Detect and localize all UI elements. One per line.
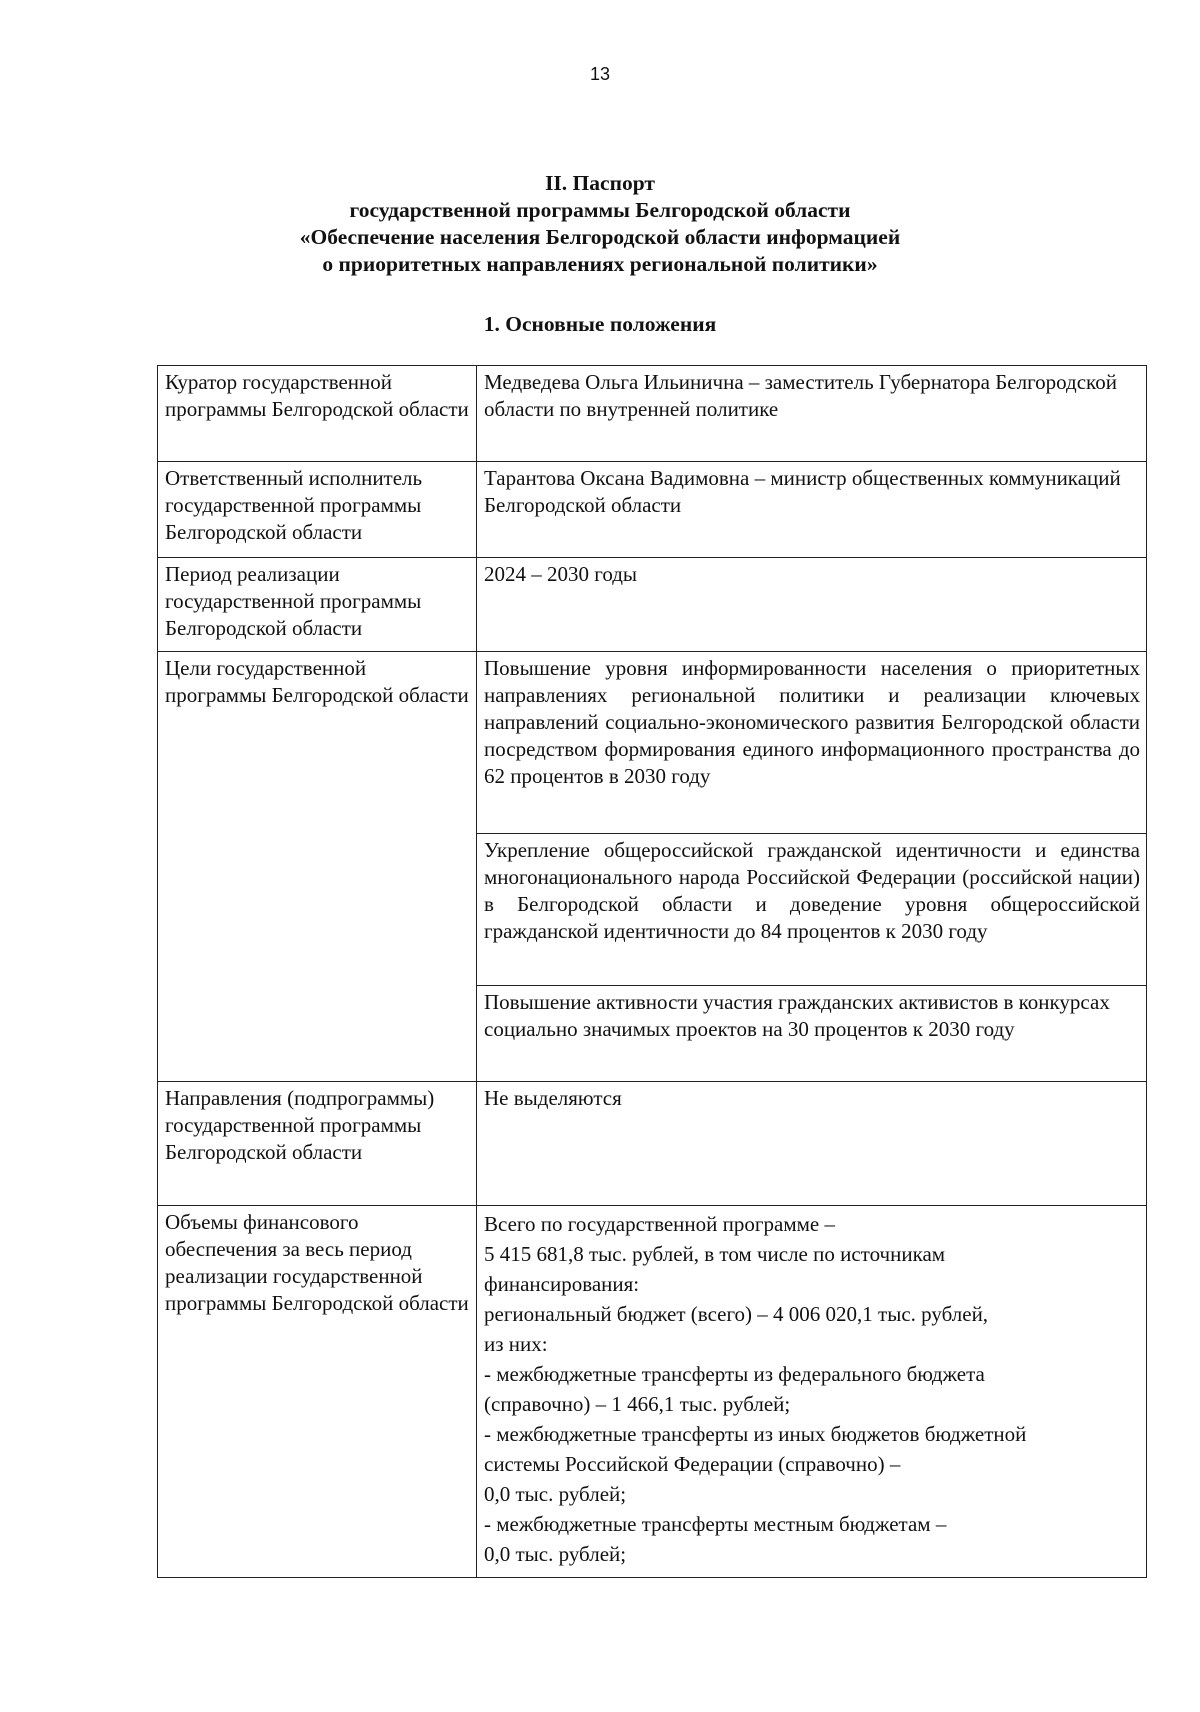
- table-row: [158, 558, 1147, 652]
- goal-cell: Повышение активности участия гражданских активистов в конкурсах социально значимых проектов на 30 процентов к 2030 году: [477, 986, 1147, 1082]
- finance-line: региональный бюджет (всего) – 4 006 020,1 тыс. рублей,: [484, 1302, 989, 1326]
- finance-line: 0,0 тыс. рублей;: [484, 1542, 627, 1566]
- table-row: [158, 1082, 1147, 1206]
- page-number: 13: [589, 64, 611, 84]
- finance-line: из них:: [484, 1332, 548, 1356]
- table-row: [158, 366, 1147, 462]
- row-label: Объемы финансового обеспечения за весь период реализации государственной программы Белгородской области: [158, 1206, 477, 1578]
- row-label: Период реализации государственной программы Белгородской области: [158, 558, 477, 652]
- row-label: Куратор государственной программы Белгородской области: [158, 366, 477, 462]
- row-label: Ответственный исполнитель государственной программы Белгородской области: [158, 462, 477, 558]
- title-line: о приоритетных направлениях региональной политики»: [322, 252, 878, 276]
- finance-line: Всего по государственной программе –: [484, 1212, 835, 1236]
- title-line: государственной программы Белгородской области: [349, 198, 851, 222]
- document-title: [0, 170, 1200, 278]
- goal-cell: Укрепление общероссийской гражданской идентичности и единства многонационального народа Российской Федерации (российской нации) в Белгородской области и доведение уровня общероссийской гражданской идентичности до 84 процентов к 2030 году: [477, 834, 1147, 986]
- row-value: Не выделяются: [477, 1082, 1147, 1206]
- table-row: [158, 1206, 1147, 1578]
- title-line: «Обеспечение населения Белгородской области информацией: [299, 225, 901, 249]
- finance-line: - межбюджетные трансферты местным бюджетам –: [484, 1512, 947, 1536]
- finance-line: финансирования:: [484, 1272, 640, 1296]
- finance-line: - межбюджетные трансферты из иных бюджетов бюджетной: [484, 1422, 1027, 1446]
- row-value: Тарантова Оксана Вадимовна – министр общественных коммуникаций Белгородской области: [477, 462, 1147, 558]
- finance-cell: [477, 1206, 1147, 1578]
- finance-line: (справочно) – 1 466,1 тыс. рублей;: [484, 1392, 791, 1416]
- table-row: [158, 462, 1147, 558]
- goal-cell: Повышение уровня информированности населения о приоритетных направлениях региональной политики и реализации ключевых направлений социально-экономического развития Белгородской области посредством формирования единого информационного пространства до 62 процентов в 2030 году: [477, 652, 1147, 834]
- finance-line: 0,0 тыс. рублей;: [484, 1482, 627, 1506]
- table-row: [158, 652, 1147, 834]
- title-line: II. Паспорт: [545, 171, 655, 195]
- row-value: Медведева Ольга Ильинична – заместитель Губернатора Белгородской области по внутренней политике: [477, 366, 1147, 462]
- row-label: Направления (подпрограммы) государственной программы Белгородской области: [158, 1082, 477, 1206]
- finance-line: 5 415 681,8 тыс. рублей, в том числе по источникам: [484, 1242, 946, 1266]
- row-value: 2024 – 2030 годы: [477, 558, 1147, 652]
- finance-line: - межбюджетные трансферты из федерального бюджета: [484, 1362, 985, 1386]
- row-label: Цели государственной программы Белгородской области: [158, 652, 477, 1082]
- finance-line: системы Российской Федерации (справочно) –: [484, 1452, 901, 1476]
- section-heading: 1. Основные положения: [483, 312, 717, 336]
- passport-table: [157, 365, 1147, 1578]
